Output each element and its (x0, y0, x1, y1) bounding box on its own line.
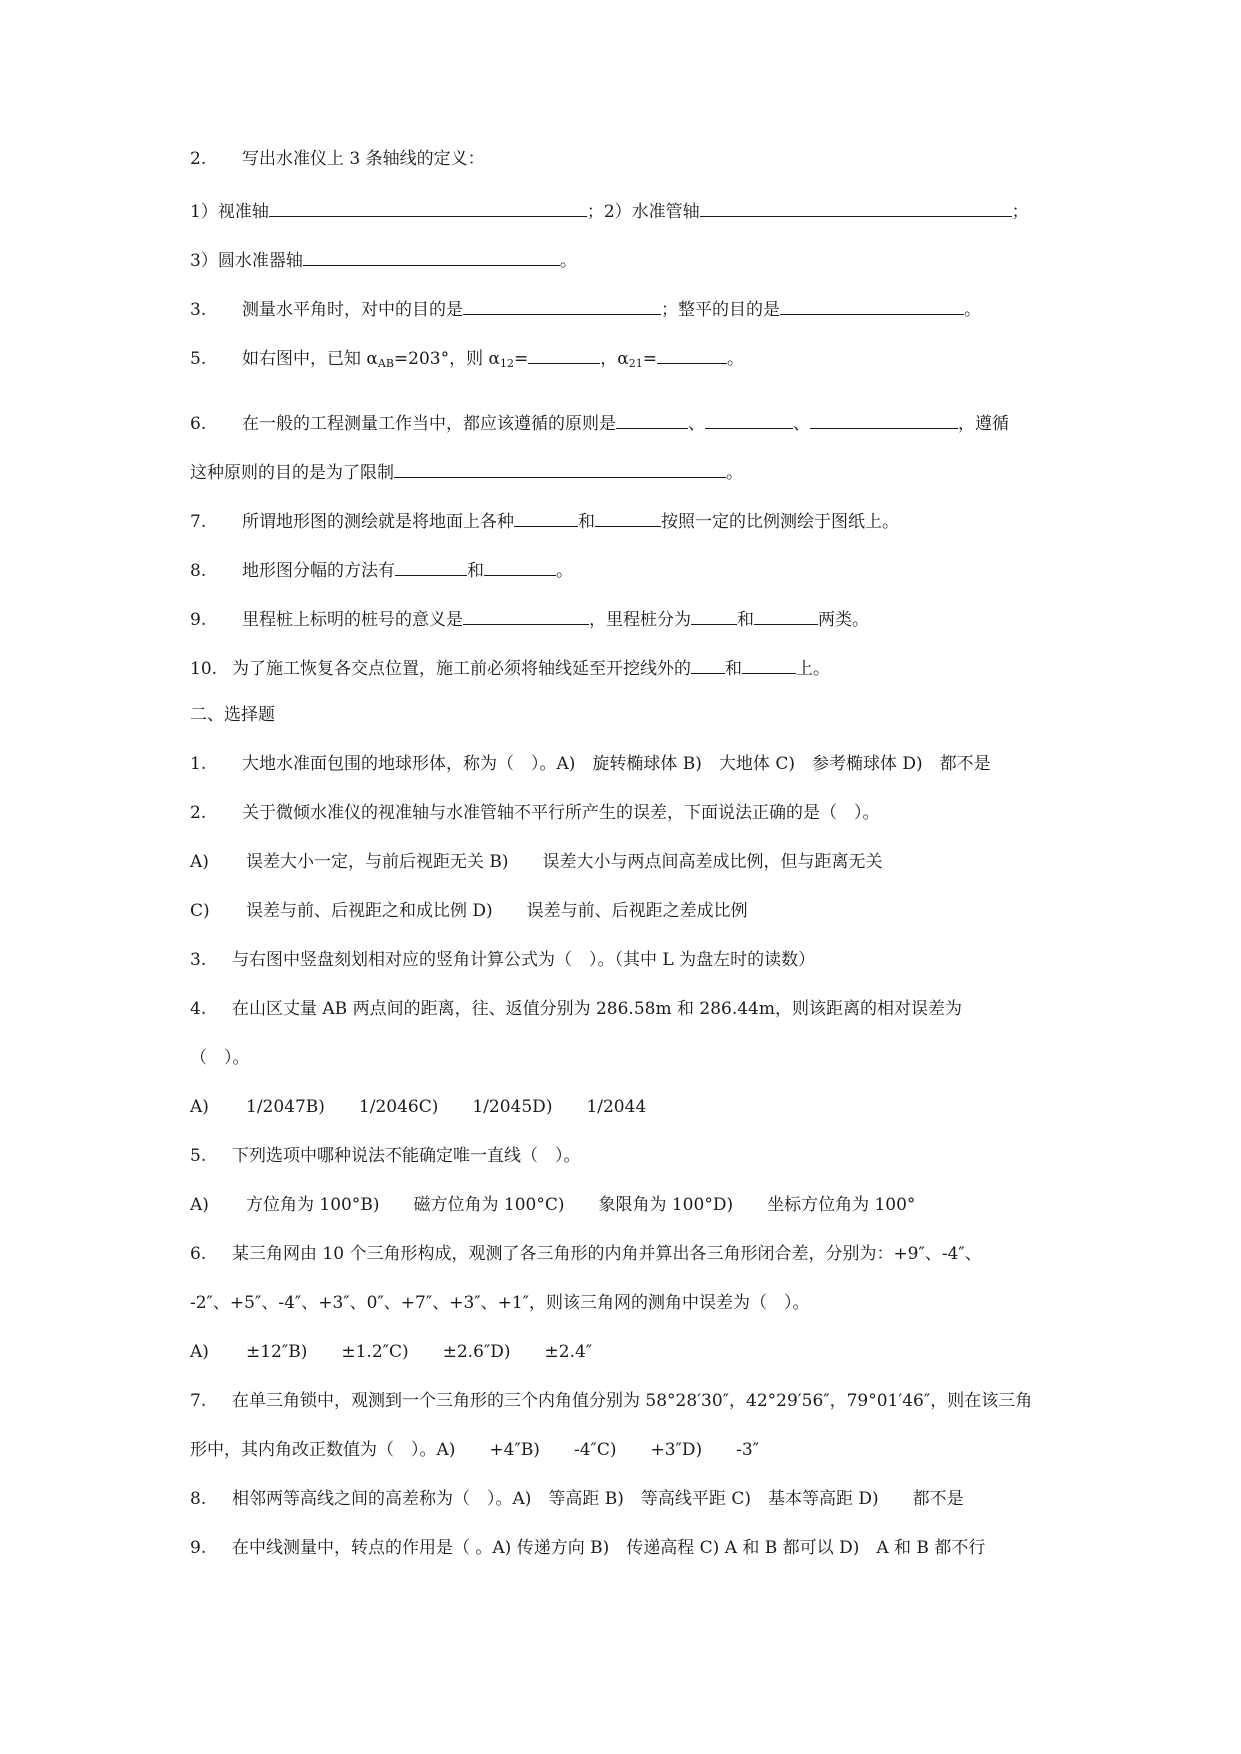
subscript: AB (377, 357, 394, 370)
question-number: 9. (190, 610, 207, 630)
answer-blank[interactable] (528, 343, 600, 364)
question-number: 7. (190, 512, 207, 532)
question-number: 3. (190, 950, 207, 970)
answer-blank[interactable] (595, 506, 661, 527)
question-fill-2 (190, 146, 485, 172)
question-text: 两类。 (818, 610, 869, 630)
answer-blank[interactable] (705, 408, 793, 429)
question-text: 在一般的工程测量工作当中，都应该遵循的原则是 (242, 414, 616, 434)
punctuation: 、 (688, 414, 705, 434)
option-text: ±12″B) ±1.2″C) ±2.6″D) ±2.4″ (246, 1342, 593, 1362)
punctuation: 。 (726, 349, 744, 369)
question-text: 为了施工恢复各交点位置，施工前必须将轴线延至开挖线外的 (232, 659, 691, 679)
question-fill-6-cont (190, 457, 743, 483)
question-choice-7-cont: 形中，其内角改正数值为（ ）。A) +4″B) -4″C) +3″D) -3″ (190, 1440, 760, 1460)
answer-blank[interactable] (657, 343, 727, 364)
question-text: 在山区丈量 AB 两点间的距离，往、返值分别为 286.58m 和 286.44m，则该距离的相对误差为 (232, 999, 962, 1019)
question-choice-4-options (190, 1094, 646, 1120)
question-choice-9 (190, 1535, 985, 1561)
item-label-tube-axis: ；2）水准管轴 (586, 202, 700, 222)
question-text: 测量水平角时，对中的目的是 (242, 300, 463, 320)
question-choice-8 (190, 1486, 964, 1512)
question-text: = (642, 349, 657, 369)
question-text: 按照一定的比例测绘于图纸上。 (661, 512, 899, 532)
question-text: 和 (578, 512, 595, 532)
question-choice-3 (190, 947, 815, 973)
question-text: 相邻两等高线之间的高差称为（ ）。A) 等高距 B) 等高线平距 C) 基本等高距 D) 都不是 (232, 1489, 964, 1509)
question-text: 里程桩上标明的桩号的意义是 (242, 610, 463, 630)
question-text: = (514, 349, 529, 369)
question-fill-8 (190, 555, 573, 581)
question-fill-5 (190, 343, 744, 369)
punctuation: 。 (559, 251, 577, 271)
item-label-circular-axis: 3）圆水准器轴 (190, 251, 303, 271)
answer-blank[interactable] (394, 457, 726, 478)
question-choice-4 (190, 996, 962, 1022)
question-text: 在中线测量中，转点的作用是（ 。A) 传递方向 B) 传递高程 C) A 和 B 都可以 D) A 和 B 都不行 (232, 1538, 986, 1558)
option-label: A) (190, 1342, 209, 1362)
question-text: 如右图中，已知 α (242, 349, 378, 369)
question-text: ；整平的目的是 (661, 300, 780, 320)
answer-blank[interactable] (700, 196, 1012, 217)
answer-blank[interactable] (616, 408, 688, 429)
question-text: 和 (737, 610, 754, 630)
question-fill-2-items-3 (190, 245, 577, 271)
option-label: A) (190, 852, 209, 872)
answer-blank[interactable] (691, 604, 737, 625)
question-choice-6 (190, 1241, 982, 1267)
question-number: 10. (190, 659, 218, 679)
question-number: 3. (190, 300, 207, 320)
answer-blank[interactable] (780, 294, 964, 315)
question-text: 和 (467, 561, 484, 581)
question-text: ，α (600, 349, 629, 369)
answer-blank[interactable] (810, 408, 958, 429)
punctuation: 。 (556, 561, 573, 581)
question-text: 下列选项中哪种说法不能确定唯一直线（ ）。 (232, 1146, 581, 1166)
question-text: 和 (725, 659, 742, 679)
question-number: 5. (190, 349, 207, 369)
question-number: 7. (190, 1391, 207, 1411)
section-heading-choice: 二、选择题 (190, 705, 275, 725)
question-number: 2. (190, 149, 207, 169)
subscript: 21 (628, 357, 643, 370)
question-text: 大地水准面包围的地球形体，称为（ ）。A) 旋转椭球体 B) 大地体 C) 参考椭球体 D) 都不是 (242, 754, 991, 774)
answer-blank[interactable] (395, 555, 467, 576)
question-number: 4. (190, 999, 207, 1019)
question-choice-5 (190, 1143, 581, 1169)
question-text: 在单三角锁中，观测到一个三角形的三个内角值分别为 58°28′30″，42°29′56″，79°01′46″，则在该三角 (232, 1391, 1033, 1411)
question-text: 与右图中竖盘刻划相对应的竖角计算公式为（ ）。（其中 L 为盘左时的读数） (232, 950, 816, 970)
question-choice-2-options-ab (190, 849, 883, 875)
answer-blank[interactable] (463, 604, 589, 625)
question-choice-6-options (190, 1339, 592, 1365)
question-number: 8. (190, 561, 207, 581)
question-choice-4-cont: （ ）。 (190, 1048, 250, 1068)
question-text: ，里程桩分为 (589, 610, 691, 630)
question-number: 9. (190, 1538, 207, 1558)
answer-blank[interactable] (742, 653, 796, 674)
question-text: 某三角网由 10 个三角形构成，观测了各三角形的内角并算出各三角形闭合差，分别为：+9″、-4″、 (232, 1244, 982, 1264)
question-text: 这种原则的目的是为了限制 (190, 463, 394, 483)
question-choice-6-cont: -2″、+5″、-4″、+3″、0″、+7″、+3″、+1″，则该三角网的测角中误差为（ ）。 (190, 1293, 810, 1313)
question-choice-5-options (190, 1192, 915, 1218)
question-choice-2-options-cd (190, 898, 748, 924)
answer-blank[interactable] (514, 506, 578, 527)
question-fill-7 (190, 506, 899, 532)
question-text: 关于微倾水准仪的视准轴与水准管轴不平行所产生的误差，下面说法正确的是（ ）。 (242, 803, 880, 823)
option-label: C) (190, 901, 210, 921)
question-number: 5. (190, 1146, 207, 1166)
punctuation: 。 (726, 463, 743, 483)
question-fill-3 (190, 294, 981, 320)
question-text: 所谓地形图的测绘就是将地面上各种 (242, 512, 514, 532)
question-choice-1 (190, 751, 991, 777)
option-label: A) (190, 1097, 209, 1117)
question-fill-10 (190, 653, 830, 679)
question-text: 上。 (796, 659, 830, 679)
question-number: 6. (190, 414, 207, 434)
question-number: 2. (190, 803, 207, 823)
question-number: 1. (190, 754, 207, 774)
question-text: ，遵循 (958, 414, 1009, 434)
option-label: A) (190, 1195, 209, 1215)
question-number: 6. (190, 1244, 207, 1264)
question-text: =203°，则 α (393, 349, 500, 369)
option-text: 方位角为 100°B) 磁方位角为 100°C) 象限角为 100°D) 坐标方位角为 100° (246, 1195, 916, 1215)
answer-blank[interactable] (484, 555, 556, 576)
answer-blank[interactable] (754, 604, 818, 625)
punctuation: 。 (964, 300, 981, 320)
question-fill-2-items-1 (190, 196, 1029, 222)
question-fill-6 (190, 408, 1009, 434)
answer-blank[interactable] (463, 294, 661, 315)
subscript: 12 (500, 357, 514, 370)
answer-blank[interactable] (303, 245, 560, 266)
question-text: 地形图分幅的方法有 (242, 561, 395, 581)
option-text: 误差大小一定，与前后视距无关 B) 误差大小与两点间高差成比例，但与距离无关 (246, 852, 883, 872)
question-choice-2 (190, 800, 880, 826)
question-number: 8. (190, 1489, 207, 1509)
question-choice-7 (190, 1388, 1032, 1414)
question-fill-9 (190, 604, 869, 630)
answer-blank[interactable] (691, 653, 725, 674)
item-label-sight-axis: 1）视准轴 (190, 202, 269, 222)
option-text: 1/2047B) 1/2046C) 1/2045D) 1/2044 (246, 1097, 647, 1117)
answer-blank[interactable] (269, 196, 587, 217)
option-text: 误差与前、后视距之和成比例 D) 误差与前、后视距之差成比例 (246, 901, 748, 921)
question-text: 写出水准仪上 3 条轴线的定义： (242, 149, 485, 169)
punctuation: 、 (793, 414, 810, 434)
punctuation: ； (1011, 202, 1029, 222)
